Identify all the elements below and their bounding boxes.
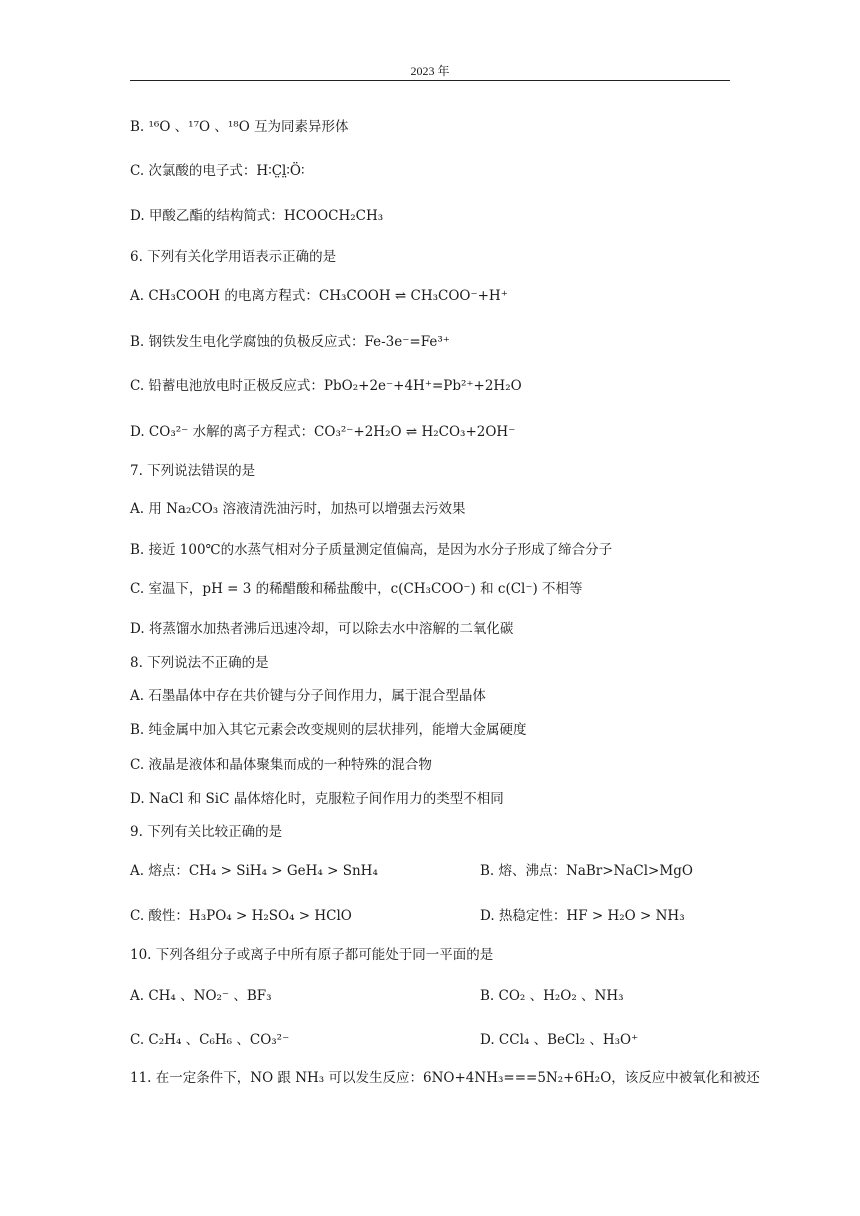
header-divider bbox=[130, 80, 730, 81]
option-10c: C. C₂H₄ 、C₆H₆ 、CO₃²⁻ bbox=[130, 1032, 290, 1048]
option-10d: D. CCl₄ 、BeCl₂ 、H₃O⁺ bbox=[480, 1032, 639, 1048]
option-6d: D. CO₃²⁻ 水解的离子方程式：CO₃²⁻+2H₂O ⇌ H₂CO₃+2OH⁻ bbox=[130, 424, 516, 440]
question-10: 10. 下列各组分子或离子中所有原子都可能处于同一平面的是 bbox=[130, 947, 494, 963]
option-7b: B. 接近 100℃的水蒸气相对分子质量测定值偏高，是因为水分子形成了缔合分子 bbox=[130, 542, 613, 558]
question-9: 9. 下列有关比较正确的是 bbox=[130, 824, 283, 840]
option-6a: A. CH₃COOH 的电离方程式：CH₃COOH ⇌ CH₃COO⁻+H⁺ bbox=[130, 288, 508, 304]
option-9d: D. 热稳定性：HF > H₂O > NH₃ bbox=[480, 908, 685, 924]
question-8: 8. 下列说法不正确的是 bbox=[130, 655, 269, 671]
option-7c: C. 室温下，pH = 3 的稀醋酸和稀盐酸中，c(CH₃COO⁻) 和 c(Cl⁻) 不相等 bbox=[130, 581, 583, 597]
question-11: 11. 在一定条件下，NO 跟 NH₃ 可以发生反应：6NO+4NH₃===5N₂+6H₂O，该反应中被氧化和被还 bbox=[130, 1070, 760, 1086]
option-10b: B. CO₂ 、H₂O₂ 、NH₃ bbox=[480, 988, 624, 1004]
option-5d: D. 甲酸乙酯的结构简式：HCOOCH₂CH₃ bbox=[130, 208, 384, 224]
option-9a: A. 熔点：CH₄ > SiH₄ > GeH₄ > SnH₄ bbox=[130, 863, 378, 879]
option-5c: C. 次氯酸的电子式：H∶C̤l̤∶Ö∶ bbox=[130, 163, 305, 179]
question-7: 7. 下列说法错误的是 bbox=[130, 463, 256, 479]
question-6: 6. 下列有关化学用语表示正确的是 bbox=[130, 249, 337, 265]
option-7d: D. 将蒸馏水加热者沸后迅速冷却，可以除去水中溶解的二氧化碳 bbox=[130, 621, 514, 637]
option-9c: C. 酸性：H₃PO₄ > H₂SO₄ > HClO bbox=[130, 908, 352, 924]
option-8a: A. 石墨晶体中存在共价键与分子间作用力，属于混合型晶体 bbox=[130, 688, 486, 704]
option-8b: B. 纯金属中加入其它元素会改变规则的层状排列，能增大金属硬度 bbox=[130, 722, 527, 738]
option-7a: A. 用 Na₂CO₃ 溶液清洗油污时，加热可以增强去污效果 bbox=[130, 501, 466, 517]
option-8d: D. NaCl 和 SiC 晶体熔化时，克服粒子间作用力的类型不相同 bbox=[130, 791, 504, 807]
option-5b: B. ¹⁶O 、¹⁷O 、¹⁸O 互为同素异形体 bbox=[130, 119, 349, 135]
option-6b: B. 钢铁发生电化学腐蚀的负极反应式：Fe-3e⁻=Fe³⁺ bbox=[130, 334, 450, 350]
option-9b: B. 熔、沸点：NaBr>NaCl>MgO bbox=[480, 863, 693, 879]
page-header-year: 2023 年 bbox=[410, 64, 450, 78]
option-10a: A. CH₄ 、NO₂⁻ 、BF₃ bbox=[130, 988, 272, 1004]
option-6c: C. 铅蓄电池放电时正极反应式：PbO₂+2e⁻+4H⁺=Pb²⁺+2H₂O bbox=[130, 378, 522, 394]
option-8c: C. 液晶是液体和晶体聚集而成的一种特殊的混合物 bbox=[130, 757, 432, 773]
